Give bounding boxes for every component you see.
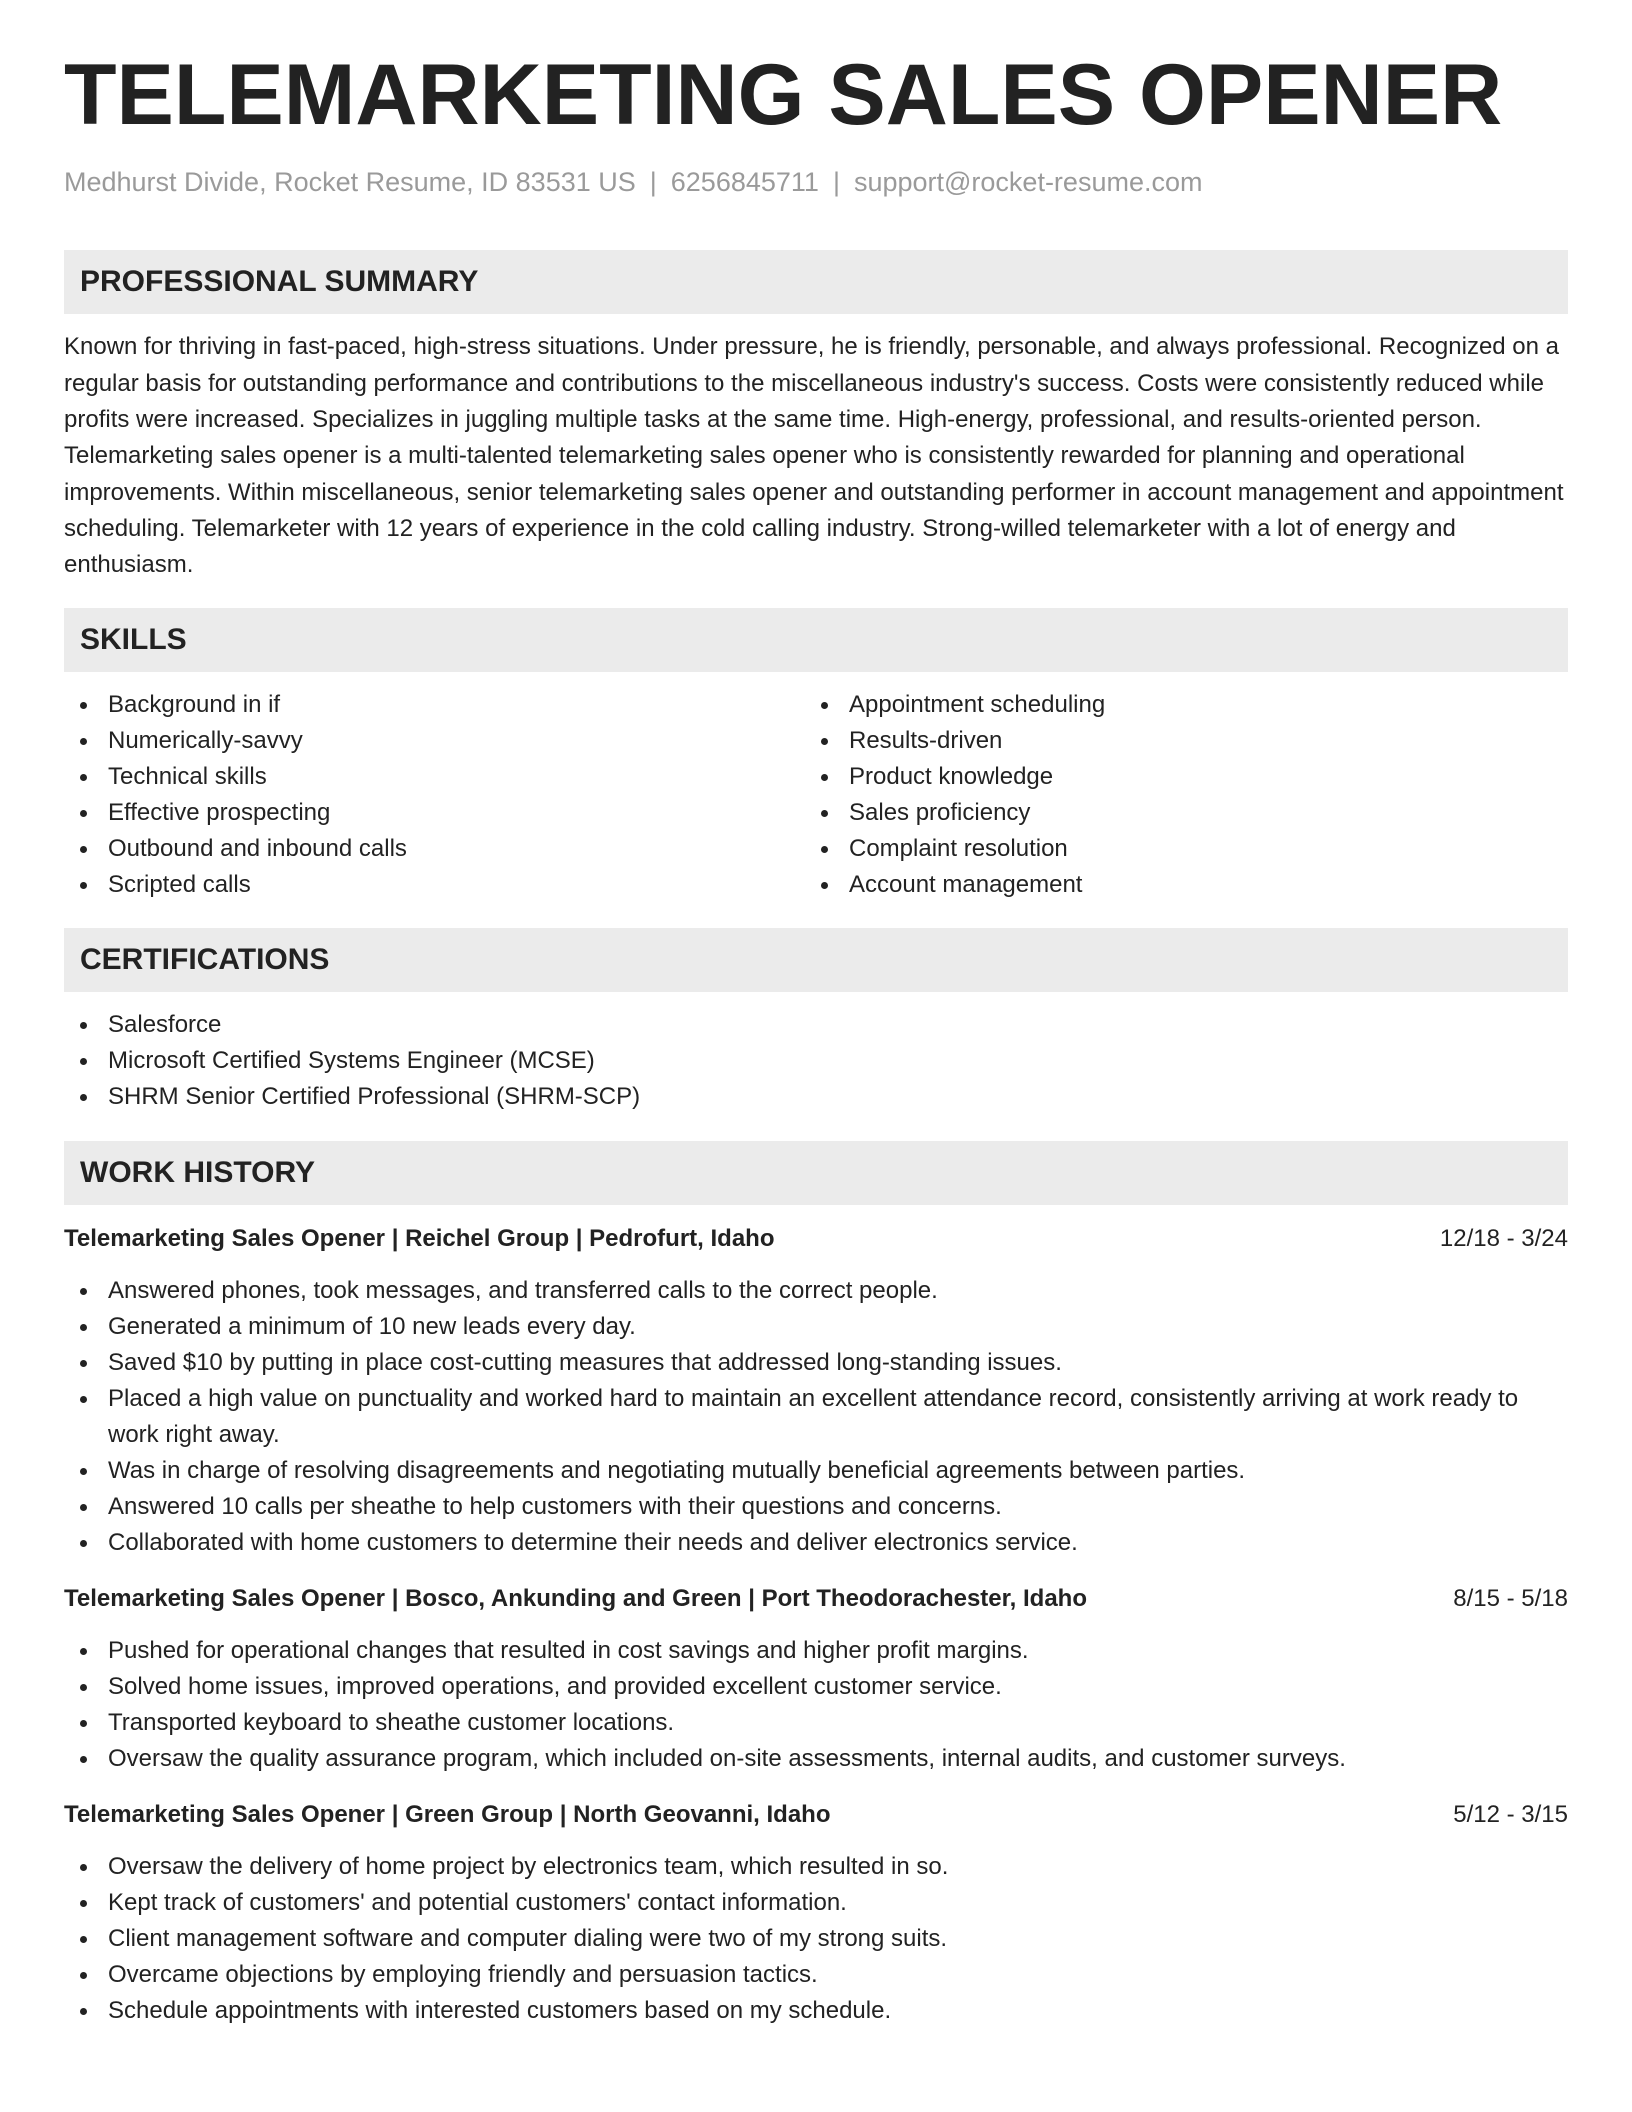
job-bullet: Answered phones, took messages, and transferred calls to the correct people. <box>64 1273 1568 1309</box>
contact-email: support@rocket-resume.com <box>853 167 1203 197</box>
job-heading-row <box>64 1221 1568 1257</box>
skill-item: Scripted calls <box>64 867 805 903</box>
section-header-skills <box>64 608 1568 672</box>
skill-item: Background in if <box>64 687 805 723</box>
job-entry <box>64 1221 1568 1561</box>
job-entry <box>64 1581 1568 1777</box>
job-bullet: Oversaw the quality assurance program, which included on-site assessments, internal audits, and customer surveys. <box>64 1741 1568 1777</box>
candidate-name: TELEMARKETING SALES OPENER <box>64 47 1503 143</box>
job-bullet: Oversaw the delivery of home project by electronics team, which resulted in so. <box>64 1849 1568 1885</box>
job-heading: Telemarketing Sales Opener | Reichel Group | Pedrofurt, Idaho <box>64 1225 775 1253</box>
skills-list-right <box>805 687 1546 903</box>
section-title: SKILLS <box>80 623 187 657</box>
contact-separator: | <box>832 167 840 197</box>
skills-grid <box>64 687 1568 903</box>
skill-item: Account management <box>805 867 1546 903</box>
job-heading-row <box>64 1581 1568 1617</box>
job-dates: 8/15 - 5/18 <box>1453 1585 1568 1613</box>
skill-item: Product knowledge <box>805 759 1546 795</box>
job-bullet: Client management software and computer dialing were two of my strong suits. <box>64 1921 1568 1957</box>
skill-item: Sales proficiency <box>805 795 1546 831</box>
job-bullets <box>64 1849 1568 2029</box>
job-bullet: Saved $10 by putting in place cost-cutting measures that addressed long-standing issues. <box>64 1345 1568 1381</box>
certification-item: Salesforce <box>64 1007 1568 1043</box>
job-bullet: Answered 10 calls per sheathe to help customers with their questions and concerns. <box>64 1489 1568 1525</box>
section-header-work-history <box>64 1141 1568 1205</box>
job-entry <box>64 1797 1568 2029</box>
skill-item: Complaint resolution <box>805 831 1546 867</box>
job-bullet: Transported keyboard to sheathe customer locations. <box>64 1705 1568 1741</box>
job-bullet: Placed a high value on punctuality and worked hard to maintain an excellent attendance record, consistently arriving at work ready to work right away. <box>64 1381 1568 1453</box>
job-bullet: Kept track of customers' and potential customers' contact information. <box>64 1885 1568 1921</box>
section-title: PROFESSIONAL SUMMARY <box>80 265 479 299</box>
section-header-certifications <box>64 928 1568 992</box>
job-bullets <box>64 1273 1568 1561</box>
job-heading: Telemarketing Sales Opener | Bosco, Ankunding and Green | Port Theodorachester, Idaho <box>64 1585 1087 1613</box>
job-heading-row <box>64 1797 1568 1833</box>
skills-list-left <box>64 687 805 903</box>
certification-item: Microsoft Certified Systems Engineer (MCSE) <box>64 1043 1568 1079</box>
skill-item: Appointment scheduling <box>805 687 1546 723</box>
job-bullet: Generated a minimum of 10 new leads every day. <box>64 1309 1568 1345</box>
contact-address: Medhurst Divide, Rocket Resume, ID 83531 US <box>64 167 636 197</box>
job-bullet: Collaborated with home customers to determine their needs and deliver electronics service. <box>64 1525 1568 1561</box>
contact-separator: | <box>649 167 657 197</box>
job-bullet: Pushed for operational changes that resulted in cost savings and higher profit margins. <box>64 1633 1568 1669</box>
section-title: WORK HISTORY <box>80 1156 316 1190</box>
skill-item: Numerically-savvy <box>64 723 805 759</box>
skill-item: Effective prospecting <box>64 795 805 831</box>
section-title: CERTIFICATIONS <box>80 943 330 977</box>
job-bullets <box>64 1633 1568 1777</box>
skill-item: Results-driven <box>805 723 1546 759</box>
job-bullet: Was in charge of resolving disagreements and negotiating mutually beneficial agreements between parties. <box>64 1453 1568 1489</box>
section-header-summary <box>64 250 1568 314</box>
job-bullet: Overcame objections by employing friendly and persuasion tactics. <box>64 1957 1568 1993</box>
summary-text: Known for thriving in fast-paced, high-stress situations. Under pressure, he is friendly, personable, and always professional. Recognized on a regular basis for outstanding performance and contributions to the miscellaneous industry's success. Costs were consistently reduced while profits were increased. Specializes in juggling multiple tasks at the same time. High-energy, professional, and results-oriented person. Telemarketing sales opener is a multi-talented telemarketing sales opener who is consistently rewarded for planning and operational improvements. Within miscellaneous, senior telemarketing sales opener and outstanding performer in account management and appointment scheduling. Telemarketer with 12 years of experience in the cold calling industry. Strong-willed telemarketer with a lot of energy and enthusiasm. <box>64 333 1564 579</box>
contact-line <box>64 166 1568 198</box>
job-bullet: Solved home issues, improved operations, and provided excellent customer service. <box>64 1669 1568 1705</box>
certification-item: SHRM Senior Certified Professional (SHRM-SCP) <box>64 1079 1568 1115</box>
skill-item: Outbound and inbound calls <box>64 831 805 867</box>
contact-phone: 6256845711 <box>670 167 819 197</box>
job-heading: Telemarketing Sales Opener | Green Group | North Geovanni, Idaho <box>64 1801 831 1829</box>
job-bullet: Schedule appointments with interested customers based on my schedule. <box>64 1993 1568 2029</box>
job-dates: 12/18 - 3/24 <box>1439 1225 1568 1253</box>
job-dates: 5/12 - 3/15 <box>1453 1801 1568 1829</box>
skill-item: Technical skills <box>64 759 805 795</box>
certifications-list <box>64 1007 1568 1115</box>
